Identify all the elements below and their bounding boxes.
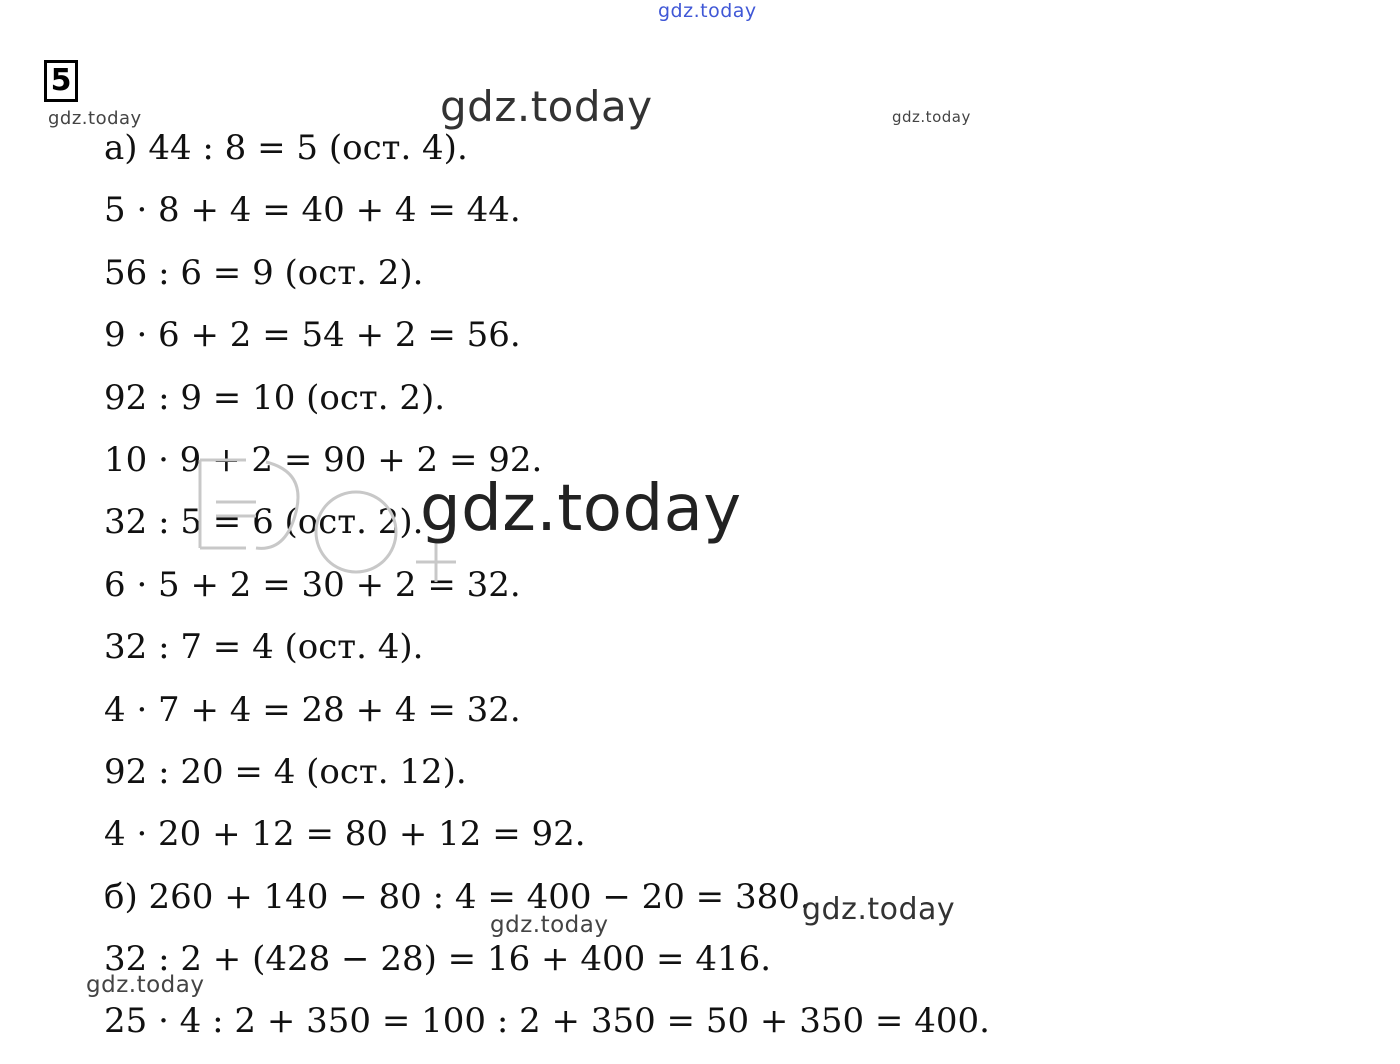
solution-line: 9 · 6 + 2 = 54 + 2 = 56. <box>104 315 521 356</box>
watermark-left-bottom: gdz.today <box>86 972 205 998</box>
solution-line: 56 : 6 = 9 (ост. 2). <box>104 252 424 293</box>
solution-line: а) 44 : 8 = 5 (ост. 4). <box>104 128 468 168</box>
watermark-left-top: gdz.today <box>48 108 142 129</box>
solution-line: 32 : 2 + (428 − 28) = 16 + 400 = 416. <box>104 939 772 980</box>
solution-line: 10 · 9 + 2 = 90 + 2 = 92. <box>104 439 543 480</box>
solution-line: 32 : 5 = 6 (ост. 2). <box>104 502 424 543</box>
solution-line: б) 260 + 140 − 80 : 4 = 400 − 20 = 380. <box>104 876 811 917</box>
solution-line: 4 · 20 + 12 = 80 + 12 = 92. <box>104 814 586 855</box>
solution-line: 25 · 4 : 2 + 350 = 100 : 2 + 350 = 50 + 350 = 400. <box>104 1001 990 1042</box>
solution-line: 32 : 7 = 4 (ост. 4). <box>104 627 424 668</box>
solution-line: 6 · 5 + 2 = 30 + 2 = 32. <box>104 564 521 605</box>
watermark-right-top: gdz.today <box>892 108 971 126</box>
solution-line: 92 : 20 = 4 (ост. 12). <box>104 751 467 792</box>
watermark-right-bottom: gdz.today <box>802 892 956 927</box>
solution-line: 92 : 9 = 10 (ост. 2). <box>104 377 446 418</box>
watermark-mid-bottom: gdz.today <box>490 912 609 938</box>
watermark-center-top: gdz.today <box>440 82 653 131</box>
problem-number-box: 5 <box>44 60 78 102</box>
watermark-top[interactable]: gdz.today <box>658 0 757 22</box>
solution-line: 5 · 8 + 4 = 40 + 4 = 44. <box>104 190 521 231</box>
solution-line: 4 · 7 + 4 = 28 + 4 = 32. <box>104 689 521 730</box>
watermark-big-center: gdz.today <box>420 472 742 546</box>
